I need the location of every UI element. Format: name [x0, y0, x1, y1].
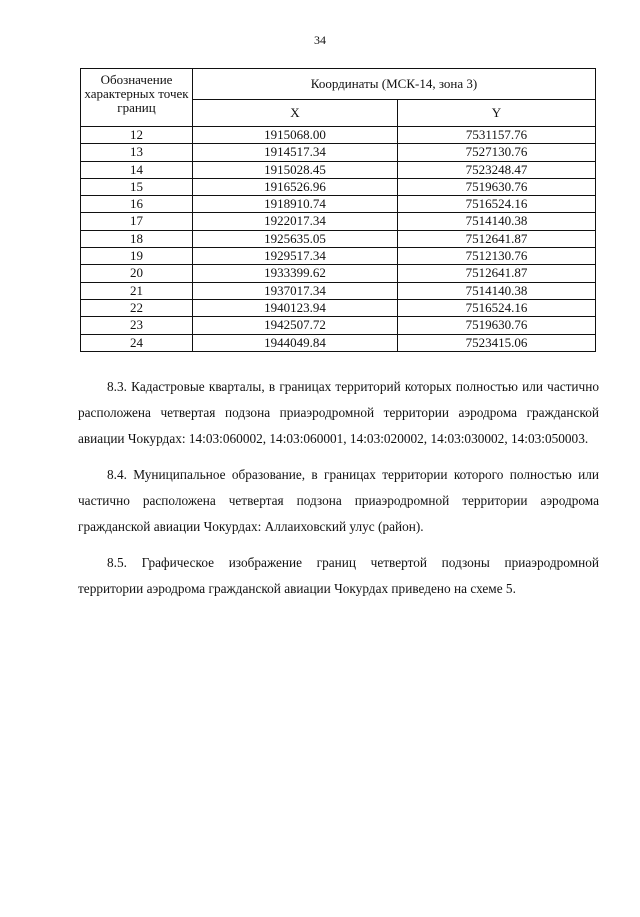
x-coordinate-cell: 1915028.45: [193, 161, 398, 178]
y-coordinate-cell: 7512130.76: [398, 248, 596, 265]
x-coordinate-cell: 1916526.96: [193, 178, 398, 195]
y-coordinate-cell: 7527130.76: [398, 144, 596, 161]
point-number-cell: 22: [81, 299, 193, 316]
table-row: [81, 127, 596, 144]
x-coordinate-cell: 1942507.72: [193, 317, 398, 334]
header-boundary-points: Обозначение характерных точек границ: [81, 69, 193, 127]
table-row: [81, 196, 596, 213]
document-text: [78, 374, 599, 612]
table-row: [81, 213, 596, 230]
y-coordinate-cell: 7512641.87: [398, 230, 596, 247]
header-y: Y: [398, 100, 596, 127]
x-coordinate-cell: 1925635.05: [193, 230, 398, 247]
table-row: [81, 317, 596, 334]
table-row: [81, 282, 596, 299]
x-coordinate-cell: 1944049.84: [193, 334, 398, 351]
y-coordinate-cell: 7516524.16: [398, 196, 596, 213]
point-number-cell: 20: [81, 265, 193, 282]
x-coordinate-cell: 1933399.62: [193, 265, 398, 282]
table-row: [81, 265, 596, 282]
point-number-cell: 21: [81, 282, 193, 299]
point-number-cell: 18: [81, 230, 193, 247]
point-number-cell: 12: [81, 127, 193, 144]
x-coordinate-cell: 1914517.34: [193, 144, 398, 161]
table-row: [81, 144, 596, 161]
table-row: [81, 334, 596, 351]
y-coordinate-cell: 7514140.38: [398, 213, 596, 230]
y-coordinate-cell: 7516524.16: [398, 299, 596, 316]
paragraph-8-3: 8.3. Кадастровые кварталы, в границах территорий которых полностью или частично расположена четвертая подзона приаэродромной территории аэродрома гражданской авиации Чокурдах: 14:03:060002, 14:03:060001, 14:03:020002, 14:03:030002, 14:03:050003.: [78, 379, 599, 446]
point-number-cell: 24: [81, 334, 193, 351]
x-coordinate-cell: 1922017.34: [193, 213, 398, 230]
paragraph-8-4: 8.4. Муниципальное образование, в границах территории которого полностью или частично расположена четвертая подзона приаэродромной территории аэродрома гражданской авиации Чокурдах: Аллаиховский улус (район).: [78, 467, 599, 534]
y-coordinate-cell: 7531157.76: [398, 127, 596, 144]
page-number: 34: [314, 33, 326, 47]
y-coordinate-cell: 7514140.38: [398, 282, 596, 299]
x-coordinate-cell: 1940123.94: [193, 299, 398, 316]
point-number-cell: 16: [81, 196, 193, 213]
paragraph-8-5: 8.5. Графическое изображение границ четвертой подзоны приаэродромной территории аэродрома гражданской авиации Чокурдах приведено на схеме 5.: [78, 555, 599, 596]
y-coordinate-cell: 7523248.47: [398, 161, 596, 178]
y-coordinate-cell: 7519630.76: [398, 178, 596, 195]
table-row: [81, 230, 596, 247]
point-number-cell: 13: [81, 144, 193, 161]
header-coordinates: Координаты (МСК-14, зона 3): [193, 69, 596, 100]
point-number-cell: 23: [81, 317, 193, 334]
x-coordinate-cell: 1929517.34: [193, 248, 398, 265]
point-number-cell: 14: [81, 161, 193, 178]
point-number-cell: 19: [81, 248, 193, 265]
table-row: [81, 299, 596, 316]
table-row: [81, 248, 596, 265]
point-number-cell: 15: [81, 178, 193, 195]
point-number-cell: 17: [81, 213, 193, 230]
coordinates-table: [80, 68, 596, 352]
table-row: [81, 178, 596, 195]
y-coordinate-cell: 7512641.87: [398, 265, 596, 282]
x-coordinate-cell: 1915068.00: [193, 127, 398, 144]
table-row: [81, 161, 596, 178]
x-coordinate-cell: 1918910.74: [193, 196, 398, 213]
header-x: X: [193, 100, 398, 127]
y-coordinate-cell: 7523415.06: [398, 334, 596, 351]
x-coordinate-cell: 1937017.34: [193, 282, 398, 299]
y-coordinate-cell: 7519630.76: [398, 317, 596, 334]
